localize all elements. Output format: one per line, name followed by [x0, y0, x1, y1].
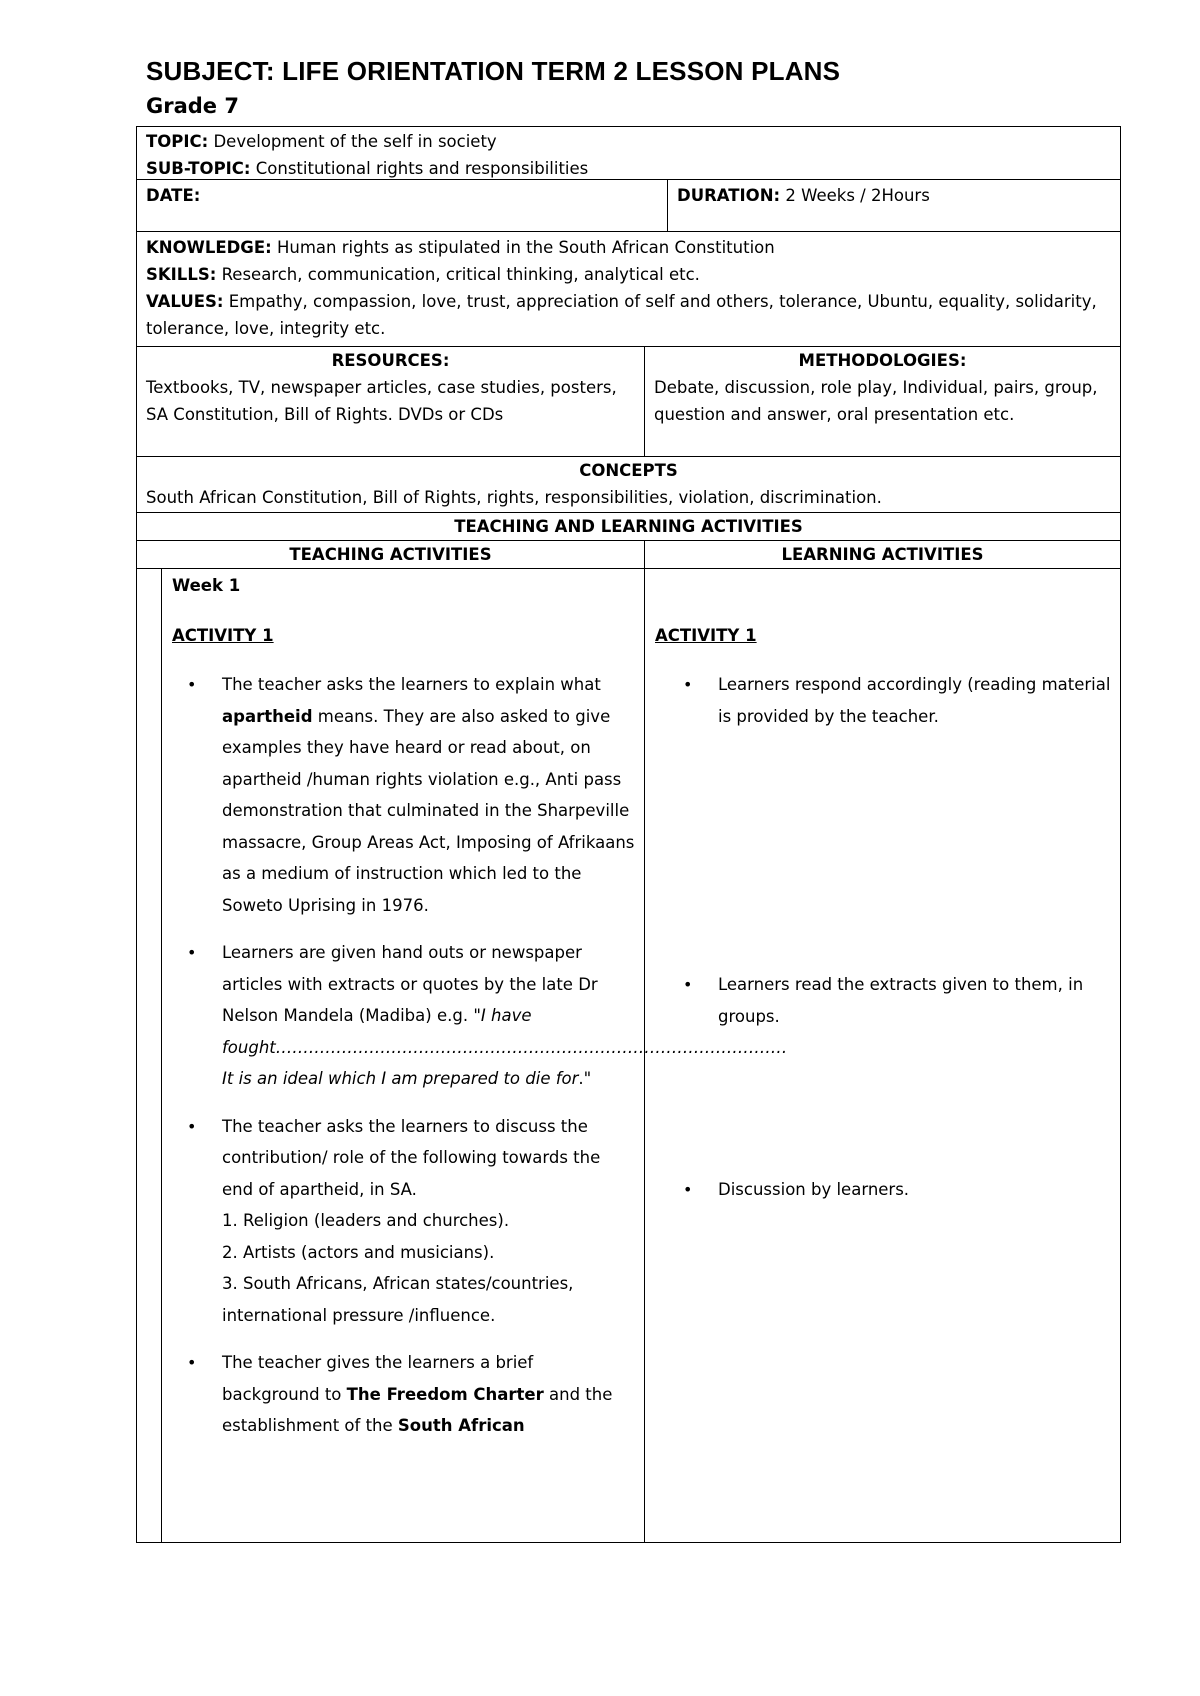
methodologies-cell	[645, 347, 1120, 456]
date-duration-row	[136, 180, 1121, 232]
resources-cell	[137, 347, 645, 456]
teaching-item-1-post: means. They are also asked to give examples they have heard or read about, on apartheid /human rights violation e.g., Anti pass demonstration that culminated in the Sharpeville massacre, Group Areas Act, Imposing of Afrikaans as a medium of instruction which led to the Soweto Uprising in 1976.	[222, 706, 635, 915]
teaching-item-1-pre: The teacher asks the learners to explain what	[222, 675, 601, 694]
lesson-plan-table	[136, 126, 1121, 1543]
teaching-item-2-pre: Learners are given hand outs or newspaper articles with extracts or quotes by the late Dr Nelson Mandela (Madiba) e.g.	[222, 943, 598, 1025]
resources-row	[136, 347, 1121, 457]
topic-line	[146, 128, 1111, 155]
knowledge-label: KNOWLEDGE:	[146, 238, 272, 257]
subtopic-line	[146, 155, 1111, 182]
learning-list	[645, 669, 1120, 1206]
teaching-list	[162, 669, 788, 1442]
values-label: VALUES:	[146, 292, 224, 311]
teaching-item-4-bold-a: The Freedom Charter	[346, 1384, 544, 1404]
teaching-item-1	[137, 669, 636, 921]
page-title: SUBJECT: LIFE ORIENTATION TERM 2 LESSON PLANS	[146, 56, 841, 86]
teaching-heading: TEACHING ACTIVITIES	[137, 541, 645, 568]
learning-item-1: • Learners respond accordingly (reading material is provided by the teacher.	[633, 669, 1112, 732]
knowledge-value: Human rights as stipulated in the South African Constitution	[271, 238, 775, 257]
teaching-cell	[162, 569, 788, 1542]
duration-cell	[668, 180, 1120, 231]
learning-heading: LEARNING ACTIVITIES	[781, 545, 984, 564]
week-label: Week 1	[172, 576, 241, 595]
activities-body-row	[136, 569, 1121, 1543]
activities-heading: TEACHING AND LEARNING ACTIVITIES	[136, 513, 1121, 541]
learning-spacer	[645, 572, 1120, 600]
values-value: Empathy, compassion, love, trust, appreciation of self and others, tolerance, Ubuntu, equality, solidarity, tolerance, love, integrity etc.	[146, 292, 1097, 338]
teaching-item-3-main: • The teacher asks the learners to discuss the contribution/ role of the following towards the end of apartheid, in SA.	[222, 1116, 601, 1199]
teaching-item-4-mid: and the establishment of the	[222, 1384, 613, 1435]
concepts-row	[136, 457, 1121, 513]
resources-heading: RESOURCES:	[331, 351, 450, 370]
grade-label: Grade 7	[146, 94, 239, 118]
methodologies-heading: METHODOLOGIES:	[798, 351, 967, 370]
teaching-item-3-line-2: 2. Artists (actors and musicians).	[222, 1242, 495, 1262]
teaching-item-3-line-3: 3. South Africans, African states/countries, international pressure /influence.	[222, 1274, 574, 1325]
resources-text: Textbooks, TV, newspaper articles, case studies, posters, SA Constitution, Bill of Rights. DVDs or CDs	[146, 378, 617, 424]
concepts-text: South African Constitution, Bill of Rights, rights, responsibilities, violation, discrimination.	[146, 488, 882, 507]
knowledge-line	[146, 234, 1111, 261]
duration-label: DURATION:	[677, 186, 781, 205]
teaching-item-1-bold: apartheid	[222, 706, 313, 726]
date-label: DATE:	[146, 186, 201, 205]
activities-subheading-row	[136, 541, 1121, 569]
skills-line	[146, 261, 1111, 288]
topic-label: TOPIC:	[146, 132, 209, 151]
skills-label: SKILLS:	[146, 265, 217, 284]
teaching-activity-title: ACTIVITY 1	[172, 626, 274, 645]
learning-item-3: • Discussion by learners.	[633, 1174, 1112, 1206]
subtopic-value: Constitutional rights and responsibilities	[250, 159, 589, 178]
teaching-item-2-quote-b: ……………………………………………It is an ideal which I am prepared to die for	[222, 1037, 788, 1088]
teaching-item-4-bold-b: South African	[397, 1416, 525, 1435]
teaching-item-3-line-1: 1. Religion (leaders and churches).	[222, 1211, 510, 1230]
skills-value: Research, communication, critical thinking, analytical etc.	[216, 265, 700, 284]
topic-row	[136, 126, 1121, 180]
values-line	[146, 288, 1111, 342]
teaching-item-3	[137, 1111, 636, 1332]
duration-value: 2 Weeks / 2Hours	[780, 186, 930, 205]
learning-item-2: • Learners read the extracts given to them, in groups.	[633, 969, 1112, 1032]
date-cell	[137, 180, 668, 231]
concepts-heading: CONCEPTS	[579, 461, 678, 480]
teaching-item-2	[137, 937, 788, 1095]
teaching-item-4	[137, 1347, 636, 1442]
topic-value: Development of the self in society	[208, 132, 497, 151]
teaching-item-2-end: ."	[578, 1069, 592, 1088]
knowledge-row	[136, 232, 1121, 347]
methodologies-text: Debate, discussion, role play, Individual, pairs, group, question and answer, oral presentation etc.	[654, 378, 1098, 424]
subtopic-label: SUB-TOPIC:	[146, 159, 251, 178]
learning-activity-title: ACTIVITY 1	[655, 626, 757, 645]
teaching-item-4-pre: The teacher gives the learners a brief background to	[222, 1353, 534, 1404]
teaching-item-2-quote-a: "I have fought……………………………………	[222, 1006, 532, 1057]
